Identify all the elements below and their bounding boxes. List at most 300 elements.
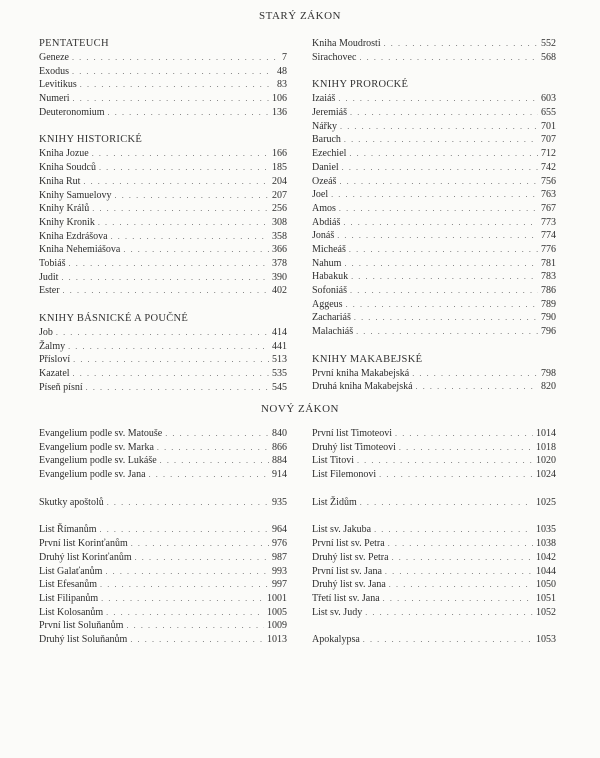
- page-number: 1042: [536, 551, 556, 563]
- dot-leader: [340, 120, 538, 134]
- page-number: 756: [541, 175, 556, 187]
- toc-entry[interactable]: [39, 565, 287, 579]
- book-name: Třetí list sv. Jana: [312, 592, 380, 604]
- dot-leader: [344, 257, 538, 271]
- toc-entry[interactable]: [312, 551, 556, 565]
- toc-entry[interactable]: [312, 92, 556, 106]
- page-number: 1052: [536, 606, 556, 618]
- new-testament-left-column: [39, 427, 287, 647]
- toc-entry[interactable]: [312, 106, 556, 120]
- book-name: Micheáš: [312, 243, 346, 255]
- dot-leader: [389, 578, 533, 592]
- book-name: Evangelium podle sv. Jana: [39, 469, 146, 481]
- toc-entry[interactable]: [39, 51, 287, 65]
- dot-leader: [73, 92, 269, 106]
- dot-leader: [106, 606, 264, 620]
- page-number: 798: [541, 367, 556, 379]
- toc-entry[interactable]: [39, 202, 287, 216]
- dot-leader: [349, 243, 538, 257]
- book-name: Přísloví: [39, 354, 71, 366]
- dot-leader: [383, 592, 533, 606]
- toc-entry[interactable]: [39, 257, 287, 271]
- book-name: První list Korinťanům: [39, 538, 128, 550]
- dot-leader: [68, 340, 269, 354]
- section-title: KNIHY MAKABEJSKÉ: [312, 353, 423, 365]
- toc-entry[interactable]: [39, 578, 287, 592]
- book-name: Ozeáš: [312, 175, 337, 187]
- book-name: List Titovi: [312, 455, 354, 467]
- toc-entry[interactable]: [312, 298, 556, 312]
- toc-entry[interactable]: [39, 523, 287, 537]
- dot-leader: [69, 257, 269, 271]
- dot-leader: [337, 229, 538, 243]
- toc-entry[interactable]: [39, 427, 287, 441]
- page-number: 964: [272, 524, 287, 536]
- toc-section: [312, 523, 556, 619]
- section-spacer: [312, 482, 556, 496]
- page-number: 106: [272, 93, 287, 105]
- book-name: Druhá kniha Makabejská: [312, 381, 413, 393]
- book-name: Tobiáš: [39, 257, 66, 269]
- page-number: 976: [272, 538, 287, 550]
- toc-section: [312, 496, 556, 510]
- page-number: 776: [541, 243, 556, 255]
- toc-entry[interactable]: [312, 133, 556, 147]
- toc-entry[interactable]: [39, 147, 287, 161]
- dot-leader: [399, 441, 533, 455]
- dot-leader: [61, 271, 269, 285]
- toc-entry[interactable]: [39, 592, 287, 606]
- book-name: Sirachovec: [312, 51, 357, 63]
- book-name: Kniha Soudců: [39, 162, 96, 174]
- page-number: 535: [272, 368, 287, 380]
- page-number: 1013: [267, 633, 287, 645]
- toc-entry[interactable]: [39, 216, 287, 230]
- book-name: Knihy Samuelovy: [39, 189, 112, 201]
- toc-entry[interactable]: [312, 578, 556, 592]
- dot-leader: [412, 367, 538, 381]
- page-number: 783: [541, 271, 556, 283]
- book-name: Druhý list Korinťanům: [39, 551, 132, 563]
- toc-entry[interactable]: [39, 161, 287, 175]
- page-number: 136: [272, 106, 287, 118]
- dot-leader: [73, 353, 269, 367]
- toc-entry[interactable]: [312, 427, 556, 441]
- book-name: Zachariáš: [312, 312, 351, 324]
- toc-entry[interactable]: [39, 271, 287, 285]
- page-number: 820: [541, 381, 556, 393]
- toc-entry[interactable]: [39, 633, 287, 647]
- page-number: 603: [541, 93, 556, 105]
- page-number: 789: [541, 298, 556, 310]
- toc-entry[interactable]: [312, 592, 556, 606]
- page-number: 1020: [536, 455, 556, 467]
- toc-entry[interactable]: [39, 537, 287, 551]
- page-number: 390: [272, 271, 287, 283]
- page-number: 781: [541, 257, 556, 269]
- book-name: Ezechiel: [312, 148, 347, 160]
- book-name: Druhý list Soluňanům: [39, 633, 128, 645]
- book-name: List Galaťanům: [39, 565, 103, 577]
- toc-entry[interactable]: [312, 284, 556, 298]
- page-number: 935: [272, 496, 287, 508]
- dot-leader: [384, 37, 538, 51]
- page-number: 414: [272, 327, 287, 338]
- dot-leader: [351, 270, 538, 284]
- dot-leader: [105, 565, 269, 579]
- dot-leader: [331, 188, 538, 202]
- page-number: 1044: [536, 565, 556, 577]
- book-name: Nahum: [312, 257, 342, 269]
- toc-entry[interactable]: [39, 454, 287, 468]
- page-number: 207: [272, 189, 287, 201]
- book-name: Ester: [39, 285, 60, 297]
- dot-leader: [339, 175, 538, 189]
- toc-entry[interactable]: [312, 367, 556, 381]
- dot-leader: [346, 298, 538, 312]
- page-number: 1009: [267, 620, 287, 632]
- page-number: 993: [272, 565, 287, 577]
- section-spacer: [312, 339, 556, 353]
- dot-leader: [83, 175, 269, 189]
- book-name: První list sv. Jana: [312, 565, 382, 577]
- page-number: 840: [272, 428, 287, 439]
- toc-entry[interactable]: [39, 189, 287, 203]
- dot-leader: [123, 243, 269, 257]
- book-name: Evangelium podle sv. Lukáše: [39, 455, 157, 467]
- dot-leader: [338, 92, 538, 106]
- page-number: 545: [272, 381, 287, 393]
- section-title: KNIHY BÁSNICKÉ A POUČNÉ: [39, 313, 189, 324]
- dot-leader: [101, 592, 264, 606]
- toc-entry[interactable]: [312, 216, 556, 230]
- dot-leader: [131, 537, 269, 551]
- dot-leader: [86, 381, 269, 395]
- toc-section: [312, 78, 556, 338]
- page-number: 1024: [536, 469, 556, 481]
- section-spacer: [312, 619, 556, 633]
- book-name: Jeremiáš: [312, 107, 347, 119]
- old-testament-heading: STARÝ ZÁKON: [259, 10, 341, 22]
- book-name: Kniha Rut: [39, 175, 81, 187]
- page-number: 1038: [536, 538, 556, 550]
- dot-leader: [350, 106, 538, 120]
- book-name: Joel: [312, 189, 329, 201]
- dot-leader: [72, 65, 274, 79]
- toc-entry[interactable]: [312, 270, 556, 284]
- dot-leader: [354, 311, 538, 325]
- book-name: Nářky: [312, 120, 337, 132]
- page-number: 997: [272, 579, 287, 591]
- dot-leader: [108, 106, 269, 120]
- book-name: Kazatel: [39, 368, 70, 380]
- page-number: 884: [272, 455, 287, 467]
- page-number: 1050: [536, 579, 556, 591]
- toc-entry[interactable]: [39, 619, 287, 633]
- toc-entry[interactable]: [39, 230, 287, 244]
- page-number: 1035: [536, 524, 556, 536]
- page-number: 767: [541, 202, 556, 214]
- dot-leader: [365, 606, 533, 620]
- toc-section: [312, 427, 556, 482]
- page-number: 796: [541, 326, 556, 338]
- book-name: Levitikus: [39, 79, 77, 91]
- book-name: List Židům: [312, 496, 357, 508]
- toc-entry[interactable]: [39, 441, 287, 455]
- book-name: Malachiáš: [312, 326, 354, 338]
- page-number: 48: [277, 65, 287, 77]
- page-number: 701: [541, 120, 556, 132]
- book-name: List sv. Judy: [312, 606, 363, 618]
- dot-leader: [126, 619, 264, 633]
- page-number: 712: [541, 148, 556, 160]
- section-spacer: [312, 64, 556, 78]
- toc-entry[interactable]: [39, 326, 287, 340]
- toc-entry[interactable]: [39, 381, 287, 395]
- dot-leader: [395, 427, 533, 441]
- toc-section: [39, 427, 287, 482]
- toc-entry[interactable]: [312, 161, 556, 175]
- dot-leader: [100, 523, 270, 537]
- section-spacer: [312, 509, 556, 523]
- book-name: Kniha Nehemiášova: [39, 244, 121, 256]
- dot-leader: [343, 216, 538, 230]
- page-number: 763: [541, 189, 556, 201]
- page-number: 742: [541, 161, 556, 173]
- page-number: 441: [272, 340, 287, 352]
- book-name: První kniha Makabejská: [312, 367, 410, 379]
- toc-section: [312, 37, 556, 64]
- dot-leader: [73, 367, 269, 381]
- toc-entry[interactable]: [312, 537, 556, 551]
- toc-entry[interactable]: [39, 65, 287, 79]
- toc-entry[interactable]: [312, 257, 556, 271]
- page-number: 378: [272, 257, 287, 269]
- toc-entry[interactable]: [39, 92, 287, 106]
- dot-leader: [98, 216, 269, 230]
- page-number: 1053: [536, 634, 556, 646]
- page-number: 166: [272, 148, 287, 160]
- dot-leader: [135, 551, 269, 565]
- section-spacer: [39, 119, 287, 133]
- page-number: 786: [541, 285, 556, 296]
- page-number: 402: [272, 285, 287, 297]
- page-number: 987: [272, 551, 287, 563]
- page-number: 358: [272, 230, 287, 242]
- toc-entry[interactable]: [39, 175, 287, 189]
- book-name: Geneze: [39, 52, 69, 63]
- toc-entry[interactable]: [39, 243, 287, 257]
- book-name: První list Soluňanům: [39, 620, 124, 632]
- toc-entry[interactable]: [312, 325, 556, 339]
- page-number: 185: [272, 162, 287, 174]
- toc-entry[interactable]: [39, 551, 287, 565]
- book-name: Aggeus: [312, 298, 343, 310]
- toc-entry[interactable]: [39, 78, 287, 92]
- toc-entry[interactable]: [39, 606, 287, 620]
- dot-leader: [63, 284, 269, 298]
- page-number: 552: [541, 38, 556, 49]
- book-name: Druhý list sv. Jana: [312, 579, 386, 591]
- toc-entry[interactable]: [39, 106, 287, 120]
- page-number: 707: [541, 134, 556, 146]
- section-title: KNIHY PROROCKÉ: [312, 79, 409, 91]
- page-number: 1001: [267, 592, 287, 604]
- book-name: Amos: [312, 202, 336, 214]
- toc-entry[interactable]: [39, 367, 287, 381]
- book-name: Numeri: [39, 93, 70, 105]
- toc-entry[interactable]: [312, 120, 556, 134]
- dot-leader: [100, 578, 269, 592]
- book-name: Žalmy: [39, 340, 66, 352]
- dot-leader: [392, 551, 533, 565]
- section-spacer: [39, 298, 287, 312]
- dot-leader: [149, 468, 269, 482]
- toc-section: [39, 133, 287, 298]
- page-number: 655: [541, 107, 556, 119]
- book-name: Exodus: [39, 65, 69, 77]
- toc-section: [39, 523, 287, 646]
- book-name: Baruch: [312, 134, 341, 146]
- toc-entry[interactable]: [39, 340, 287, 354]
- dot-leader: [165, 427, 269, 441]
- toc-entry[interactable]: [312, 229, 556, 243]
- dot-leader: [360, 496, 533, 510]
- toc-entry[interactable]: [312, 633, 556, 647]
- toc-entry[interactable]: [312, 496, 556, 510]
- section-spacer: [39, 482, 287, 496]
- book-name: List sv. Jakuba: [312, 524, 372, 536]
- dot-leader: [107, 496, 269, 510]
- book-name: List Filemonovi: [312, 469, 377, 481]
- toc-entry[interactable]: [312, 565, 556, 579]
- toc-entry[interactable]: [312, 606, 556, 620]
- book-name: Deuteronomium: [39, 106, 105, 118]
- book-name: Abdiáš: [312, 216, 341, 228]
- book-name: Kniha Jozue: [39, 148, 89, 160]
- toc-entry[interactable]: [312, 147, 556, 161]
- toc-entry[interactable]: [39, 496, 287, 510]
- toc-entry[interactable]: [312, 311, 556, 325]
- book-name: Knihy Králů: [39, 203, 90, 215]
- old-testament-left-column: [39, 37, 287, 394]
- toc-entry[interactable]: [39, 468, 287, 482]
- section-spacer: [39, 509, 287, 523]
- book-name: Píseň písní: [39, 381, 83, 393]
- page-number: 1014: [536, 428, 556, 439]
- page-number: 1051: [536, 592, 556, 604]
- dot-leader: [363, 633, 533, 647]
- toc-entry[interactable]: [312, 441, 556, 455]
- toc-entry[interactable]: [312, 468, 556, 482]
- book-name: Jonáš: [312, 230, 335, 242]
- book-name: Daniel: [312, 161, 339, 173]
- dot-leader: [99, 161, 269, 175]
- toc-entry[interactable]: [312, 243, 556, 257]
- toc-entry[interactable]: [312, 51, 556, 65]
- toc-entry[interactable]: [312, 202, 556, 216]
- page-number: 83: [277, 79, 287, 91]
- book-name: Evangelium podle sv. Matouše: [39, 428, 163, 439]
- book-name: Kniha Ezdrášova: [39, 230, 108, 242]
- book-name: List Kolosanům: [39, 606, 104, 618]
- toc-section: [312, 353, 556, 394]
- page-number: 256: [272, 203, 287, 215]
- book-name: List Římanům: [39, 524, 97, 536]
- dot-leader: [344, 133, 538, 147]
- dot-leader: [379, 468, 533, 482]
- toc-entry[interactable]: [39, 284, 287, 298]
- toc-entry[interactable]: [312, 37, 556, 51]
- page-number: 366: [272, 244, 287, 256]
- book-name: Apokalypsa: [312, 634, 360, 646]
- book-name: Evangelium podle sv. Marka: [39, 441, 154, 453]
- toc-section: [312, 633, 556, 647]
- book-name: Sofoniáš: [312, 285, 347, 296]
- dot-leader: [160, 454, 269, 468]
- dot-leader: [357, 454, 533, 468]
- book-name: Izaiáš: [312, 93, 336, 105]
- book-name: List Efesanům: [39, 579, 98, 591]
- toc-entry[interactable]: [312, 523, 556, 537]
- new-testament-heading: NOVÝ ZÁKON: [260, 403, 340, 415]
- dot-leader: [349, 147, 538, 161]
- dot-leader: [111, 230, 269, 244]
- dot-leader: [72, 51, 279, 65]
- toc-section: [39, 312, 287, 394]
- book-name: Knihy Kronik: [39, 216, 95, 228]
- page-number: 7: [282, 52, 287, 63]
- dot-leader: [56, 326, 269, 340]
- book-name: Habakuk: [312, 271, 349, 283]
- dot-leader: [374, 523, 533, 537]
- book-name: Skutky apoštolů: [39, 496, 104, 508]
- toc-entry[interactable]: [312, 454, 556, 468]
- dot-leader: [115, 189, 270, 203]
- book-name: První list Timoteovi: [312, 428, 393, 439]
- new-testament-right-column: [312, 427, 556, 647]
- dot-leader: [342, 161, 538, 175]
- dot-leader: [80, 78, 274, 92]
- page-number: 774: [541, 230, 556, 242]
- page-number: 204: [272, 175, 287, 187]
- page-number: 1005: [267, 606, 287, 618]
- book-name: Druhý list sv. Petra: [312, 551, 389, 563]
- section-title: KNIHY HISTORICKÉ: [39, 134, 143, 146]
- book-name: Druhý list Timoteovi: [312, 441, 396, 453]
- page-number: 308: [272, 216, 287, 228]
- toc-section: [39, 37, 287, 119]
- section-title: PENTATEUCH: [39, 38, 109, 49]
- dot-leader: [92, 202, 269, 216]
- book-name: Judit: [39, 271, 59, 283]
- toc-entry[interactable]: [312, 380, 556, 394]
- book-name: Job: [39, 327, 53, 338]
- page-number: 513: [272, 354, 287, 366]
- toc-section: [39, 496, 287, 510]
- page-number: 914: [272, 469, 287, 481]
- dot-leader: [339, 202, 538, 216]
- toc-entry[interactable]: [312, 188, 556, 202]
- dot-leader: [385, 565, 533, 579]
- dot-leader: [130, 633, 264, 647]
- toc-entry[interactable]: [312, 175, 556, 189]
- toc-entry[interactable]: [39, 353, 287, 367]
- page-number: 866: [272, 441, 287, 453]
- old-testament-right-column: [312, 37, 556, 394]
- dot-leader: [92, 147, 269, 161]
- page-number: 773: [541, 216, 556, 228]
